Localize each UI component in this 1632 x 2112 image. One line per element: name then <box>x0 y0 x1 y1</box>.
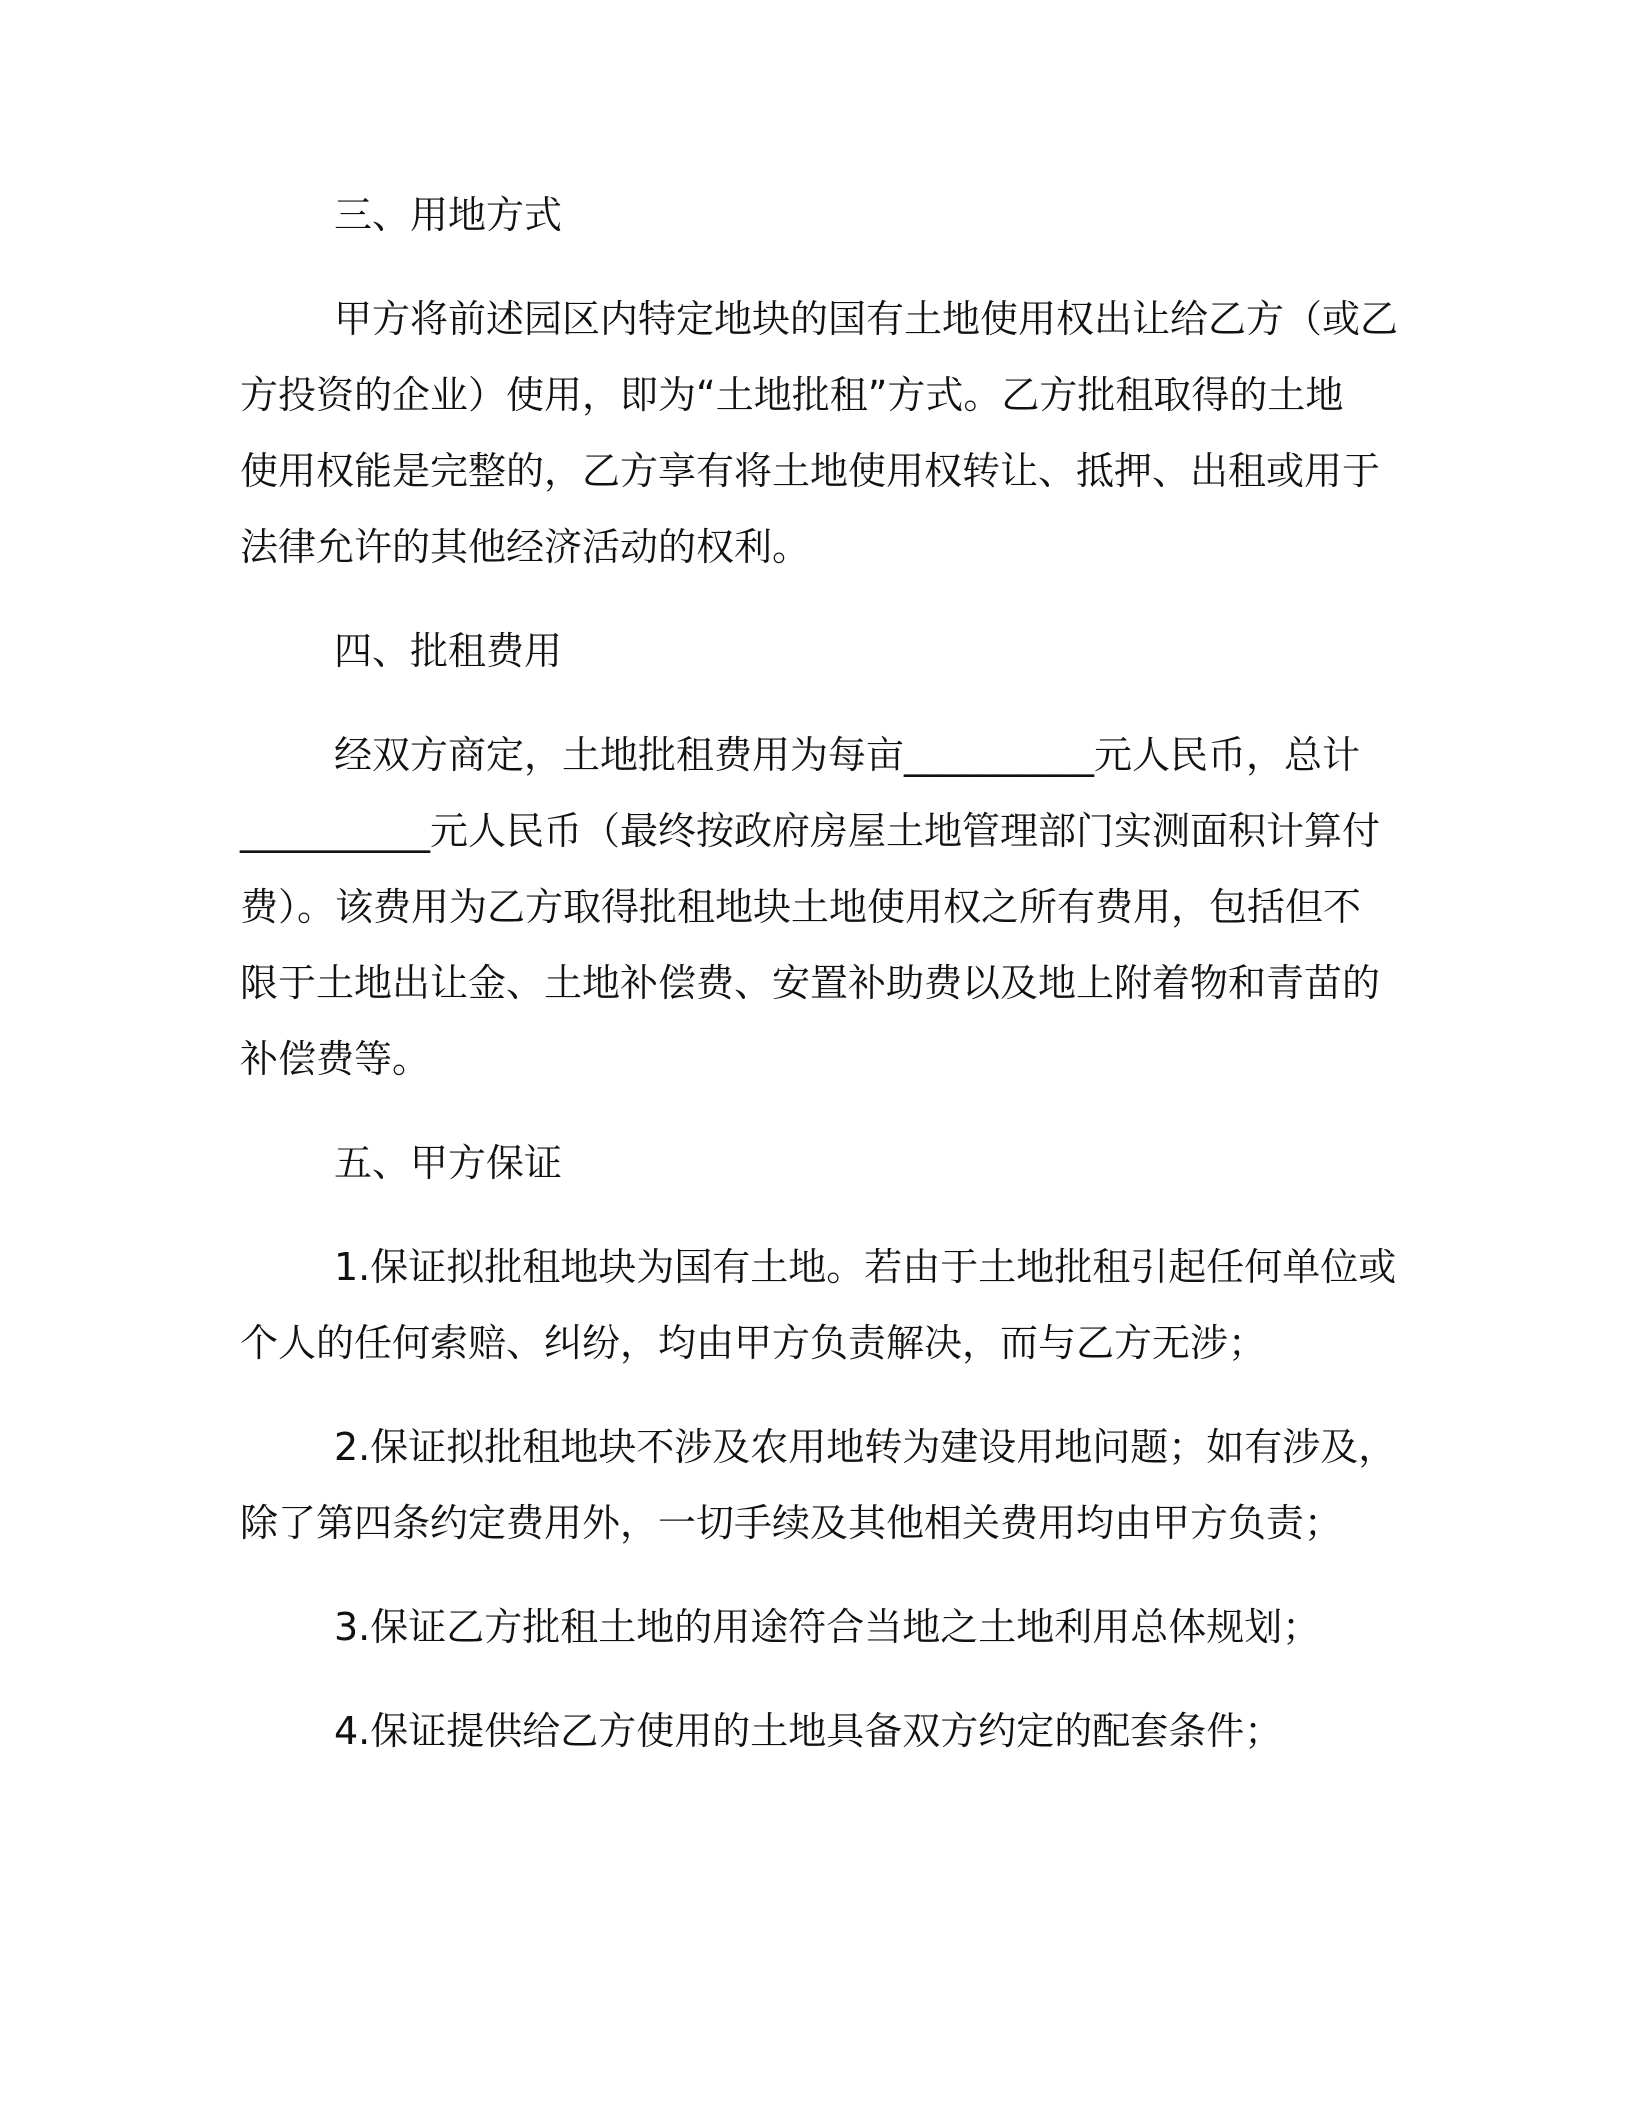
paragraph-line: 限于土地出让金、土地补偿费、安置补助费以及地上附着物和青苗的 <box>240 961 1381 1005</box>
list-item-line: 除了第四条约定费用外，一切手续及其他相关费用均由甲方负责； <box>240 1501 1343 1545</box>
list-item-line: 2.保证拟批租地块不涉及农用地转为建设用地问题；如有涉及， <box>334 1425 1397 1469</box>
paragraph-line: 甲方将前述园区内特定地块的国有土地使用权出让给乙方（或乙 <box>334 297 1399 341</box>
list-item-line: 4.保证提供给乙方使用的土地具备双方约定的配套条件； <box>334 1709 1283 1753</box>
paragraph-line: 补偿费等。 <box>240 1037 431 1081</box>
section-heading-3: 三、用地方式 <box>334 193 563 237</box>
section-heading-5: 五、甲方保证 <box>334 1141 563 1185</box>
paragraph-line: 使用权能是完整的，乙方享有将土地使用权转让、抵押、出租或用于 <box>240 449 1381 493</box>
paragraph-line: 方投资的企业）使用，即为“土地批租”方式。乙方批租取得的土地 <box>240 373 1344 417</box>
list-item-line: 1.保证拟批租地块为国有土地。若由于土地批租引起任何单位或 <box>334 1245 1397 1289</box>
paragraph-line: 费）。该费用为乙方取得批租地块土地使用权之所有费用，包括但不 <box>240 885 1362 929</box>
list-item-line: 3.保证乙方批租土地的用途符合当地之土地利用总体规划； <box>334 1605 1321 1649</box>
section-heading-4: 四、批租费用 <box>334 629 563 673</box>
paragraph-line: 法律允许的其他经济活动的权利。 <box>240 525 811 569</box>
list-item-line: 个人的任何索赔、纠纷，均由甲方负责解决，而与乙方无涉； <box>240 1321 1267 1365</box>
paragraph-line: 经双方商定，土地批租费用为每亩__________元人民币，总计 <box>334 733 1361 777</box>
paragraph-line: __________元人民币（最终按政府房屋土地管理部门实测面积计算付 <box>240 809 1381 853</box>
